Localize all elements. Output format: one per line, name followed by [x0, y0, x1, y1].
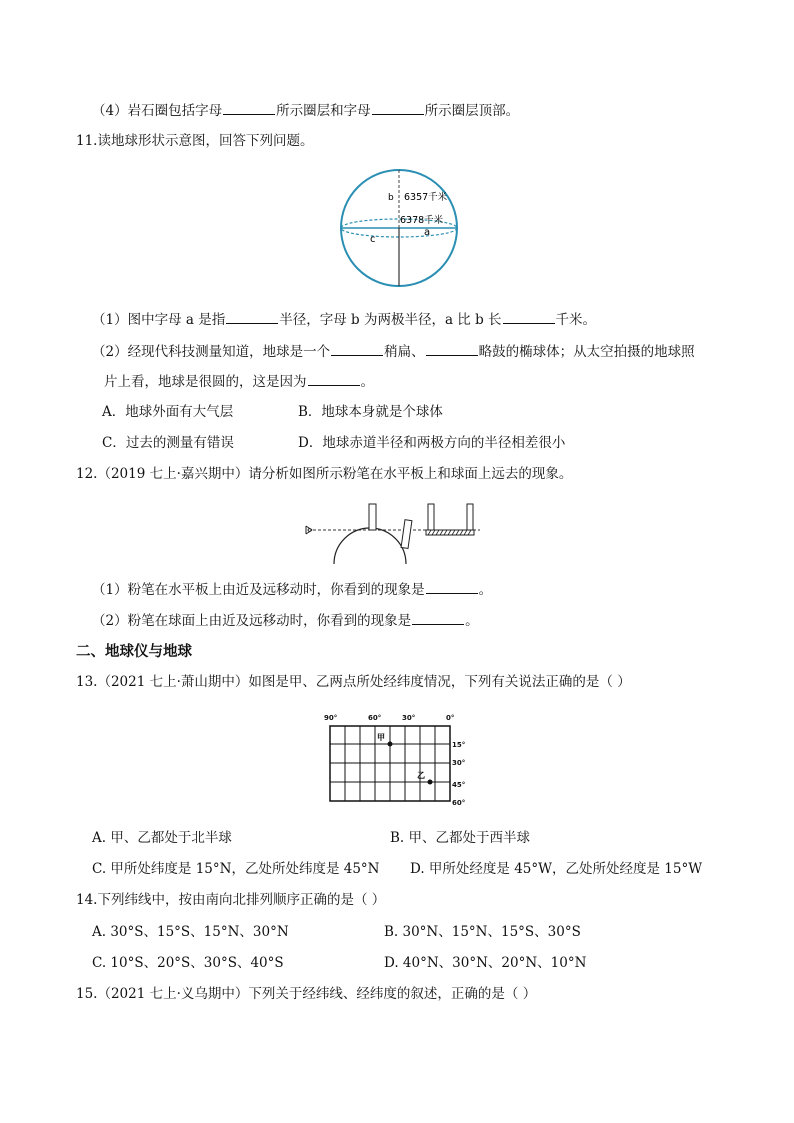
- q13-stem: 13.（2021 七上·萧山期中）如图是甲、乙两点所处经纬度情况，下列有关说法正确的是（ ）: [76, 674, 631, 690]
- lon-label: 90°: [324, 714, 338, 722]
- answer-blank[interactable]: [308, 372, 360, 386]
- answer-blank[interactable]: [372, 101, 424, 115]
- q11-2-text-b: 稍扁、: [384, 344, 425, 360]
- q11-option-a[interactable]: A．地球外面有大气层: [102, 404, 234, 420]
- earth-shape-figure: [336, 166, 462, 290]
- sphere-arc: [334, 528, 406, 564]
- q10-4-text-a: （4）岩石圈包括字母: [92, 103, 223, 119]
- lat-label: 60°: [452, 799, 466, 807]
- q14-option-d[interactable]: D. 40°N、30°N、20°N、10°N: [384, 955, 587, 971]
- polar-radius-label: 6357千米: [404, 192, 448, 203]
- q14-option-a[interactable]: A. 30°S、15°S、15°N、30°N: [92, 924, 289, 940]
- q11-2-text-c: 略鼓的椭球体；从太空拍摄的地球照: [478, 344, 695, 360]
- q11-option-c[interactable]: C．过去的测量有错误: [102, 435, 234, 451]
- q11-stem: 11.读地球形状示意图，回答下列问题。: [76, 133, 314, 149]
- q11-part2: [92, 342, 695, 361]
- q11-option-d[interactable]: D．地球赤道半径和两极方向的半径相差很小: [298, 435, 566, 451]
- q11-1-text-b: 半径，字母 b 为两极半径，a 比 b 长: [279, 312, 502, 328]
- point-jia: [388, 742, 393, 747]
- lat-label: 45°: [452, 781, 466, 789]
- q11-1-text-a: （1）图中字母 a 是指: [92, 312, 226, 328]
- chalk-top: [369, 504, 376, 530]
- q12-part2: [92, 611, 479, 630]
- q10-4-text-b: 所示圈层和字母: [276, 103, 371, 119]
- q11-part1: [92, 310, 596, 329]
- point-jia-label: 甲: [377, 733, 385, 742]
- q12-2-text-a: （2）粉笔在球面上由近及远移动时，你看到的现象是: [92, 613, 412, 629]
- chalk-far: [467, 504, 473, 530]
- lon-label: 30°: [402, 714, 416, 722]
- grid-lines: [330, 726, 450, 801]
- q15-stem: 15.（2021 七上·义乌期中）下列关于经纬线、经纬度的叙述，正确的是（ ）: [76, 986, 537, 1002]
- q14-option-b[interactable]: B. 30°N、15°N、15°S、30°S: [384, 924, 581, 940]
- answer-blank[interactable]: [426, 580, 478, 594]
- answer-blank[interactable]: [226, 310, 278, 324]
- q12-stem: 12.（2019 七上·嘉兴期中）请分析如图所示粉笔在水平板上和球面上远去的现象。: [76, 466, 573, 482]
- chalk-experiment-figure: [300, 500, 486, 566]
- answer-blank[interactable]: [503, 310, 555, 324]
- section-heading: 二、地球仪与地球: [76, 643, 192, 660]
- lon-label: 0°: [446, 714, 455, 722]
- q11-part2-cont: [104, 372, 374, 391]
- a-label: a: [424, 227, 431, 238]
- q13-option-a[interactable]: A. 甲、乙都处于北半球: [92, 830, 232, 846]
- point-yi: [428, 780, 433, 785]
- q14-stem: 14.下列纬线中，按由南向北排列顺序正确的是（ ）: [76, 892, 386, 908]
- q14-option-c[interactable]: C. 10°S、20°S、30°S、40°S: [92, 955, 284, 971]
- lat-label: 15°: [452, 741, 466, 749]
- answer-blank[interactable]: [426, 342, 478, 356]
- q13-option-d[interactable]: D. 甲所处经度是 45°W，乙处所处经度是 15°W: [410, 861, 703, 877]
- c-label: c: [370, 234, 376, 245]
- lat-label: 30°: [452, 759, 466, 767]
- latitude-longitude-grid-figure: [322, 710, 472, 810]
- q11-option-b[interactable]: B．地球本身就是个球体: [298, 404, 443, 420]
- q12-2-text-b: 。: [465, 613, 479, 629]
- q10-part4: [92, 101, 519, 120]
- q11-2cont-text-a: 片上看，地球是很圆的，这是因为: [104, 374, 307, 390]
- lon-label: 60°: [368, 714, 382, 722]
- equatorial-radius-label: 6378千米: [400, 215, 444, 226]
- point-yi-label: 乙: [417, 771, 425, 780]
- q13-option-b[interactable]: B. 甲、乙都处于西半球: [390, 830, 531, 846]
- q11-2cont-text-b: 。: [360, 374, 374, 390]
- answer-blank[interactable]: [412, 611, 464, 625]
- q11-2-text-a: （2）经现代科技测量知道，地球是一个: [92, 344, 331, 360]
- q13-option-c[interactable]: C. 甲所处纬度是 15°N，乙处所处纬度是 45°N: [92, 861, 380, 877]
- q12-1-text-a: （1）粉笔在水平板上由近及远移动时，你看到的现象是: [92, 582, 425, 598]
- chalk-near: [428, 504, 434, 530]
- eye-icon: [306, 526, 312, 534]
- b-label: b: [388, 193, 394, 203]
- q11-1-text-c: 千米。: [555, 312, 597, 328]
- answer-blank[interactable]: [223, 101, 275, 115]
- q12-1-text-b: 。: [478, 582, 493, 598]
- chalk-side: [401, 520, 412, 549]
- q10-4-text-c: 所示圈层顶部。: [424, 103, 520, 119]
- q12-part1: [92, 580, 492, 599]
- answer-blank[interactable]: [331, 342, 383, 356]
